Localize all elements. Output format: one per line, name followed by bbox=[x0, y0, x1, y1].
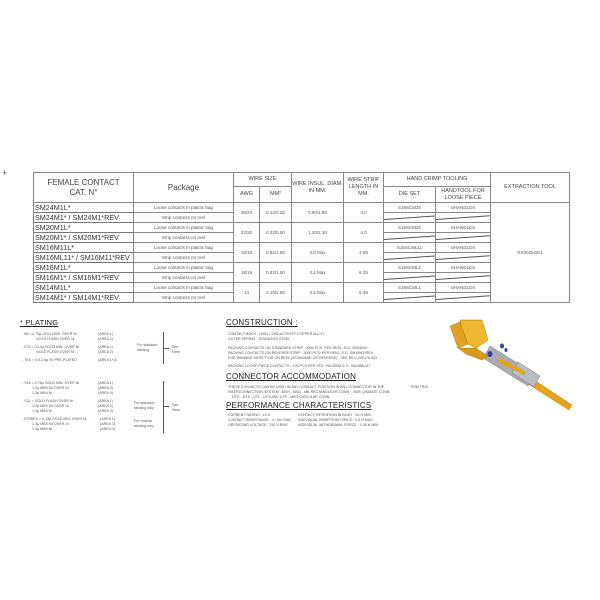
package-cell: Loose contacts in plastic bag bbox=[134, 223, 234, 233]
handtool-cell: SHANDLES bbox=[436, 203, 491, 213]
registration-mark: + bbox=[2, 168, 8, 178]
na-cell bbox=[436, 293, 491, 303]
plating-line: - 07S = 0.13µ GOLD MIN. OVER Ni bbox=[22, 345, 80, 349]
construction-line: CONTACT BODY : HIGH CONDUCTIVITY COPPER ALLOY bbox=[228, 332, 325, 336]
handtool-cell: SHANDLES bbox=[436, 223, 491, 233]
contact-pin-illustration bbox=[430, 312, 580, 417]
perf-left: CURRENT RATING : 13 A bbox=[228, 413, 271, 417]
plating-note-standard-only: For standard winding only bbox=[134, 401, 155, 410]
na-cell bbox=[384, 273, 436, 283]
bracket-line bbox=[163, 381, 164, 433]
cat-number: SM24M1* / SM24M1*REV bbox=[34, 213, 134, 223]
cat-number: SM24M1L* bbox=[34, 203, 134, 213]
performance-title: PERFORMANCE CHARACTERISTICS bbox=[226, 401, 372, 410]
bracket-tick bbox=[163, 406, 169, 407]
extraction-tool-cell: RX2025GE1 bbox=[491, 203, 570, 303]
plating-area: (AREA 1) bbox=[98, 399, 113, 403]
plating-line: GOLD FLASH OVER Ni bbox=[36, 337, 75, 341]
awg-cell: 18/16 bbox=[234, 243, 260, 263]
plating-area: (AREA 3) bbox=[100, 422, 115, 426]
header-hand-crimp: HAND CRIMP TOOLING bbox=[384, 173, 491, 187]
die-set-cell: S16SCML1 bbox=[384, 283, 436, 293]
die-set-cell: S16SCM20 bbox=[384, 223, 436, 233]
strip-cell: 4.65 bbox=[344, 243, 384, 263]
perf-left: CONTACT RESISTANCE : <= 6m Ohm bbox=[228, 418, 291, 422]
header-female-contact: FEMALE CONTACT CAT. N° bbox=[34, 173, 134, 203]
perf-left: OPERATING VOLTAGE : 750 V RMS bbox=[228, 423, 288, 427]
insul-cell: 0.90/1.80 bbox=[292, 203, 344, 223]
header-package: Package bbox=[134, 173, 234, 203]
package-cell: Loose contacts in plastic bag bbox=[134, 243, 234, 253]
plating-line: 1.3µ MINI Sn OVER Ni bbox=[32, 386, 69, 390]
plating-line: 1.3µ MINI Ni bbox=[32, 391, 53, 395]
plating-area: (AREA 3) bbox=[98, 404, 113, 408]
package-cell: Strip contacts on reel bbox=[134, 293, 234, 303]
package-cell: Strip contacts on reel bbox=[134, 253, 234, 263]
connector-line: UTG - UTS - UTL - UTO AND UTP - MBO CIRCULAR CONN. bbox=[232, 395, 331, 399]
see-view-label: See View bbox=[172, 403, 180, 412]
mm2-cell: 2.10/2.50 bbox=[260, 283, 292, 303]
cat-number: SM16M1* / SM16M1*REV bbox=[34, 273, 134, 283]
die-set-cell: S16SCML1 bbox=[384, 263, 436, 273]
connector-line: INTERCONNECTION SYSTEM : MSH - MSG - MB RECTANGULAR CONN. , SMS QIKMATE CONN. bbox=[228, 390, 391, 394]
plating-line: 1.3µ MINI Ni bbox=[32, 409, 53, 413]
plating-line: - S16 = 0.75µ GOLD MIN. OVER Ni bbox=[22, 381, 80, 385]
handtool-cell: SHANDLES bbox=[436, 263, 491, 273]
connector-side-note: TRIM TRIO bbox=[410, 385, 429, 389]
package-cell: Loose contacts in plastic bag bbox=[134, 283, 234, 293]
insul-cell: 3.2 Max bbox=[292, 263, 344, 283]
plating-area: (AREA 1+2) bbox=[98, 358, 118, 362]
na-cell bbox=[384, 213, 436, 223]
awg-cell: 14 bbox=[234, 283, 260, 303]
plating-area: (AREA 4) bbox=[100, 427, 115, 431]
see-view-label: See View bbox=[172, 345, 180, 354]
header-wire-strip: WIRE STRIP LENGTH IN MM. bbox=[344, 173, 384, 203]
construction-line: PACKING CONTACTS ON STANDARD STRIP : 3000 PCS. PER REEL, E.G. SM16M1* bbox=[228, 346, 368, 350]
construction-title: CONSTRUCTION : bbox=[226, 318, 298, 327]
cat-number: SM14M1L* bbox=[34, 283, 134, 293]
strip-cell: 4.0 bbox=[344, 203, 384, 223]
insul-cell: 3.0 Max bbox=[292, 243, 344, 263]
cat-number: SM16ML11* / SM16M11*REV bbox=[34, 253, 134, 263]
bracket-tick bbox=[163, 348, 169, 349]
plating-line: 1.3µ MINI Sn OVER Ni bbox=[32, 422, 69, 426]
package-cell: Loose contacts in plastic bag bbox=[134, 263, 234, 273]
na-cell bbox=[384, 233, 436, 243]
cat-number: SM16M1L* bbox=[34, 263, 134, 273]
construction-line: PACKING CONTACTS ON REVERSE STRIP : 3000 PCS. PER REEL, E.G. SM16M1*REV bbox=[228, 351, 373, 355]
na-cell bbox=[384, 253, 436, 263]
package-cell: Loose contacts in plastic bag bbox=[134, 203, 234, 213]
na-cell bbox=[436, 213, 491, 223]
awg-cell: 18/16 bbox=[234, 263, 260, 283]
plating-line: - S31 = GOLD FLASH OVER Ni bbox=[22, 399, 74, 403]
cat-number: SM14M1* / SM14M1*REV bbox=[34, 293, 134, 303]
perf-right: INDIVIDUAL WITHDRAWAL FORCE : 0.35 N MIN. bbox=[298, 423, 379, 427]
handtool-cell: SHANDLES bbox=[436, 243, 491, 253]
na-cell bbox=[384, 293, 436, 303]
strip-cell: 6.35 bbox=[344, 283, 384, 303]
na-cell bbox=[436, 233, 491, 243]
contact-spec-table bbox=[33, 172, 570, 303]
plating-note-standard: For standard winding bbox=[137, 343, 158, 352]
strip-cell: 6.35 bbox=[344, 263, 384, 283]
mm2-cell: 0.82/1.50 bbox=[260, 243, 292, 263]
construction-line: FOR WINDING DIRECTION ON REEL (STANDARD OR REVERSE) : SEE BS.C.200176.003 bbox=[228, 356, 377, 360]
plating-note-reverse-only: For reverse winding only bbox=[134, 419, 154, 428]
plating-area: (AREA 3) bbox=[98, 386, 113, 390]
plating-line: 1.3µ MINI Ni bbox=[32, 427, 53, 431]
strip-cell: 4.0 bbox=[344, 223, 384, 243]
plating-line: - 07SREV = 0.13µ GOLD MIN. OVER Ni bbox=[22, 417, 87, 421]
perf-right: INDIVIDUAL INSERTION FORCE : 3.5 N MAX. bbox=[298, 418, 374, 422]
cat-number: SM16M11L* bbox=[34, 243, 134, 253]
plating-area: (AREA 4) bbox=[98, 409, 113, 413]
plating-area: (AREA 1) bbox=[98, 332, 113, 336]
plating-area: (AREA 2) bbox=[98, 337, 113, 341]
header-wire-insul: WIRE INSUL. DIAM. IN MM. bbox=[292, 173, 344, 203]
header-extraction: EXTRACTION TOOL bbox=[491, 173, 570, 203]
plating-line: 1.3µ MINI Sn OVER Ni bbox=[32, 404, 69, 408]
package-cell: Strip contacts on reel bbox=[134, 273, 234, 283]
connector-title: CONNECTOR ACCOMMODATION bbox=[226, 372, 357, 381]
die-set-cell: S16SCM20 bbox=[384, 203, 436, 213]
awg-cell: 22/20 bbox=[234, 223, 260, 243]
insul-cell: 3.2 Max bbox=[292, 283, 344, 303]
plating-title: * PLATING bbox=[20, 318, 59, 327]
die-set-cell: S16SCML11 bbox=[384, 243, 436, 253]
plating-area: (AREA 1) bbox=[98, 381, 113, 385]
connector-line: THESE CONTACTS CAN BE USED IN ANY CONTACT POSITION IN ANY CONNECTOR IN THE bbox=[228, 385, 385, 389]
mm2-cell: 0.82/1.50 bbox=[260, 263, 292, 283]
package-cell: Strip contacts on reel bbox=[134, 233, 234, 243]
na-cell bbox=[436, 253, 491, 263]
cat-number: SM20M1L* bbox=[34, 223, 134, 233]
cat-number: SM20M1* / SM20M1*REV bbox=[34, 233, 134, 243]
construction-line: OUTER SPRING : STAINLESS STEEL bbox=[228, 337, 291, 341]
plating-area: (AREA 1) bbox=[100, 417, 115, 421]
plating-area: (AREA 1) bbox=[98, 345, 113, 349]
header-awg: AWG bbox=[234, 187, 260, 203]
header-handtool: HANDTOOL FOR LOOSE PIECE bbox=[436, 187, 491, 203]
plating-area: (AREA 2) bbox=[98, 350, 113, 354]
construction-line: PACKING LOOSE PIECE CONTACTS : 100 PCS PER STD. PACKING E.G. SM16ML11* bbox=[228, 364, 371, 368]
perf-right: CONTACT RETENTION IN BODY : 60 N MIN. bbox=[298, 413, 372, 417]
awg-cell: 28/24 bbox=[234, 203, 260, 223]
insul-cell: 1.20/2.10 bbox=[292, 223, 344, 243]
header-die-set: DIE SET bbox=[384, 187, 436, 203]
plating-line: - 66 = 0.75µ GOLD MIN. OVER Ni bbox=[22, 332, 77, 336]
package-cell: Strip contacts on reel bbox=[134, 213, 234, 223]
plating-line: - TK6 = 0.5-2.5µ Sn PRE-PLATED bbox=[22, 358, 77, 362]
header-wire-size: WIRE SIZE bbox=[234, 173, 292, 187]
mm2-cell: 0.32/0.50 bbox=[260, 223, 292, 243]
mm2-cell: 0.12/0.25 bbox=[260, 203, 292, 223]
header-mm2: MM² bbox=[260, 187, 292, 203]
na-cell bbox=[436, 273, 491, 283]
plating-line: GOLD FLASH OVER Ni bbox=[36, 350, 75, 354]
plating-area: (AREA 4) bbox=[98, 391, 113, 395]
handtool-cell: SHANDLES bbox=[436, 283, 491, 293]
